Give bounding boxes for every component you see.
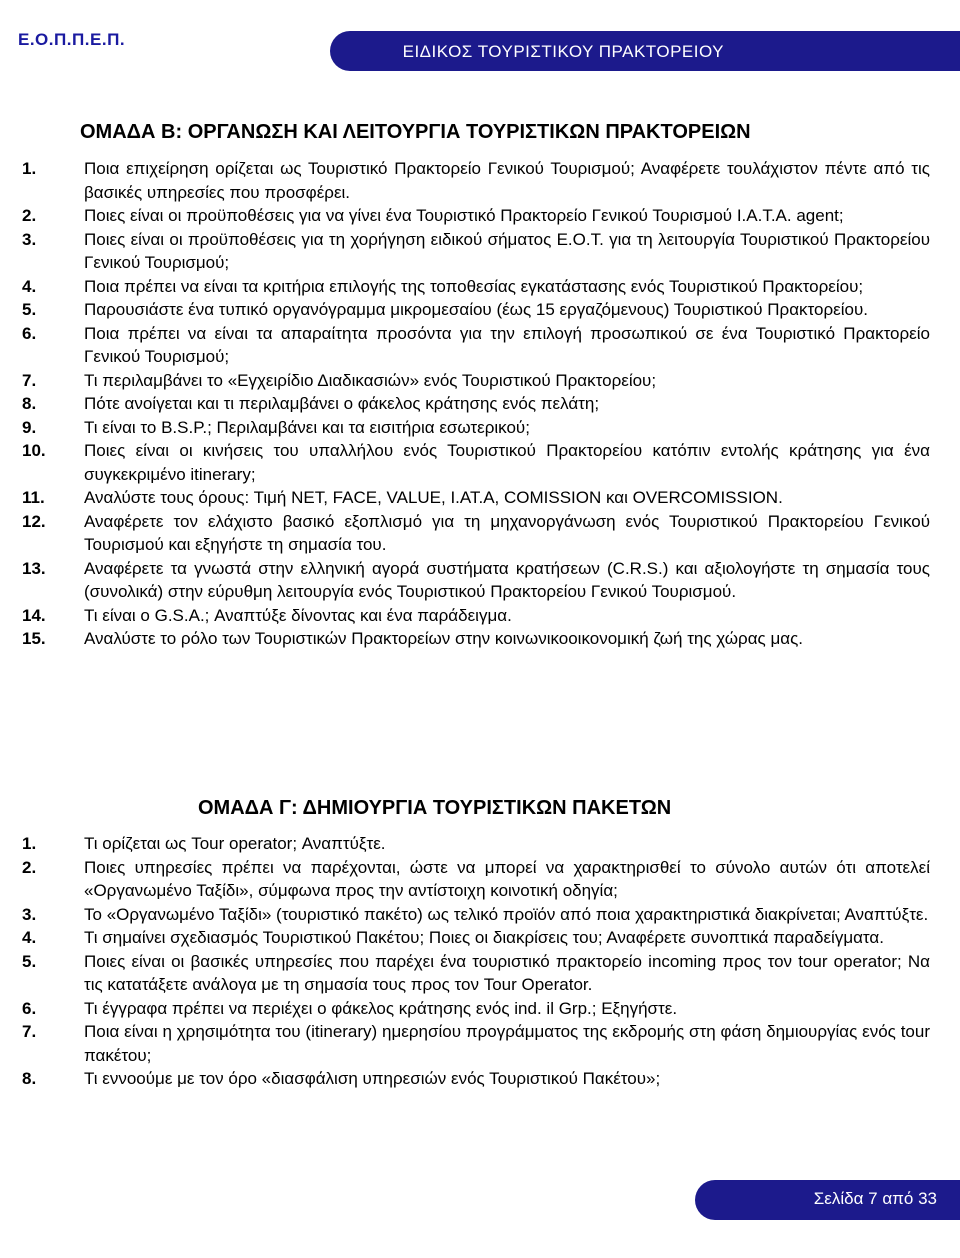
- document-title: ΕΙΔΙΚΟΣ ΤΟΥΡΙΣΤΙΚΟΥ ΠΡΑΚΤΟΡΕΙΟΥ: [402, 42, 724, 61]
- question-item: [0, 604, 960, 628]
- question-text: Τι περιλαμβάνει το «Εγχειρίδιο Διαδικασιών» ενός Τουριστικού Πρακτορείου;: [84, 370, 657, 390]
- question-text: Ποιες είναι οι κινήσεις του υπαλλήλου ενός Τουριστικού Πρακτορείου κατόπιν εντολής κράτησης για ένα συγκεκριμένο itinerary;: [84, 441, 930, 484]
- question-text: Ποια πρέπει να είναι τα κριτήρια επιλογής της τοποθεσίας εγκατάστασης ενός Τουριστικού Πρακτορείου;: [84, 276, 864, 296]
- section-c-questions: [0, 832, 960, 1091]
- question-text: Τι είναι ο G.S.A.; Αναπτύξε δίνοντας και ένα παράδειγμα.: [84, 605, 512, 625]
- question-text: Αναφέρετε τον ελάχιστο βασικό εξοπλισμό για τη μηχανοργάνωση ενός Τουριστικού Πρακτορείου Γενικού Τουρισμού και εξηγήστε τη σημασία του.: [84, 511, 930, 554]
- question-text: Ποια επιχείρηση ορίζεται ως Τουριστικό Πρακτορείο Γενικού Τουρισμού; Αναφέρετε τουλάχιστον πέντε από τις βασικές υπηρεσίες που προσφέρει.: [84, 159, 930, 202]
- question-text: Αναλύστε το ρόλο των Τουριστικών Πρακτορείων στην κοινωνικοοικονομική ζωή της χώρας μας.: [84, 629, 803, 648]
- question-number: 5.: [22, 300, 37, 319]
- question-item: [0, 486, 960, 510]
- question-number: 4.: [22, 928, 37, 947]
- question-text: Αναφέρετε τα γνωστά στην ελληνική αγορά συστήματα κρατήσεων (C.R.S.) και αξιολογήστε τη σημασία τους (συνολικά) στην εύρυθμη λειτουργία ενός Τουριστικού Πρακτορείου Γενικού Τουρισμού.: [84, 558, 930, 601]
- question-text: Ποιες είναι οι προϋποθέσεις για τη χορήγηση ειδικού σήματος Ε.Ο.Τ. για τη λειτουργία Τουριστικού Πρακτορείου Γενικού Τουρισμού;: [84, 229, 930, 272]
- question-item: [0, 832, 960, 856]
- question-text: Πότε ανοίγεται και τι περιλαμβάνει ο φάκελος κράτησης ενός πελάτη;: [84, 394, 600, 413]
- question-number: 1.: [22, 834, 37, 853]
- question-item: [0, 439, 960, 486]
- question-item: [0, 369, 960, 393]
- page-number: Σελίδα 7 από 33: [813, 1189, 937, 1208]
- question-item: [0, 557, 960, 604]
- question-text: Τι σημαίνει σχεδιασμός Τουριστικού Πακέτου; Ποιες οι διακρίσεις του; Αναφέρετε συνοπτικά παραδείγματα.: [84, 928, 884, 947]
- organization-label: Ε.Ο.Π.Π.Ε.Π.: [18, 30, 126, 49]
- question-number: 10.: [22, 441, 46, 460]
- question-text: Το «Οργανωμένο Ταξίδι» (τουριστικό πακέτο) ως τελικό προϊόν από ποια χαρακτηριστικά διακρίνεται; Αναπτύξτε.: [84, 904, 929, 924]
- question-number: 8.: [22, 1069, 37, 1088]
- question-number: 2.: [22, 206, 37, 225]
- question-item: [0, 204, 960, 228]
- question-number: 8.: [22, 394, 37, 413]
- question-item: [0, 228, 960, 275]
- question-text: Παρουσιάστε ένα τυπικό οργανόγραμμα μικρομεσαίου (έως 15 εργαζόμενους) Τουριστικού Πρακτορείου.: [84, 300, 868, 319]
- question-item: [0, 275, 960, 299]
- question-item: [0, 903, 960, 927]
- question-text: Ποιες είναι οι βασικές υπηρεσίες που παρέχει ένα τουριστικό πρακτορείο incoming προς τον tour operator; Να τις κατατάξετε ανάλογα με τη σημασία τους προς τον Tour Operator.: [84, 951, 930, 994]
- section-c-title: ΟΜΑΔΑ Γ: ΔΗΜΙΟΥΡΓΙΑ ΤΟΥΡΙΣΤΙΚΩΝ ΠΑΚΕΤΩΝ: [198, 797, 672, 819]
- question-number: 4.: [22, 276, 37, 296]
- question-item: [0, 856, 960, 903]
- question-number: 3.: [22, 904, 37, 924]
- question-item: [0, 322, 960, 369]
- question-item: [0, 392, 960, 416]
- question-number: 2.: [22, 857, 37, 877]
- question-text: Ποιες είναι οι προϋποθέσεις για να γίνει ένα Τουριστικό Πρακτορείο Γενικού Τουρισμού I.A.T.A. agent;: [84, 206, 844, 225]
- question-item: [0, 157, 960, 204]
- question-number: 12.: [22, 511, 46, 531]
- question-item: [0, 997, 960, 1021]
- question-number: 1.: [22, 159, 37, 178]
- question-number: 7.: [22, 370, 37, 390]
- question-text: Ποιες υπηρεσίες πρέπει να παρέχονται, ώστε να μπορεί να χαρακτηρισθεί το σύνολο αυτών ότι αποτελεί «Οργανωμένο Ταξίδι», σύμφωνα προς την αντίστοιχη κοινοτική οδηγία;: [84, 857, 930, 900]
- question-item: [0, 926, 960, 950]
- question-item: [0, 298, 960, 322]
- question-number: 5.: [22, 951, 37, 971]
- question-text: Τι ορίζεται ως Tour operator; Αναπτύξτε.: [84, 834, 386, 853]
- page-header: [0, 0, 960, 72]
- question-number: 6.: [22, 323, 37, 343]
- question-item: [0, 627, 960, 651]
- question-number: 11.: [22, 488, 45, 507]
- question-text: Ποια πρέπει να είναι τα απαραίτητα προσόντα για την επιλογή προσωπικού σε ένα Τουριστικό Πρακτορείο Γενικού Τουρισμού;: [84, 323, 930, 366]
- question-text: Ποια είναι η χρησιμότητα του (itinerary) ημερησίου προγράμματος της εκδρομής στη φάση δημιουργίας ενός tour πακέτου;: [84, 1022, 930, 1065]
- section-b-questions: [0, 157, 960, 651]
- question-number: 13.: [22, 558, 46, 578]
- question-text: Τι έγγραφα πρέπει να περιέχει ο φάκελος κράτησης ενός ind. il Grp.; Εξηγήστε.: [84, 998, 678, 1018]
- question-number: 6.: [22, 998, 37, 1018]
- question-number: 14.: [22, 605, 46, 625]
- question-item: [0, 1020, 960, 1067]
- question-item: [0, 510, 960, 557]
- question-number: 9.: [22, 417, 37, 437]
- question-number: 15.: [22, 629, 46, 648]
- question-item: [0, 1067, 960, 1091]
- question-item: [0, 416, 960, 440]
- question-text: Τι είναι το B.S.P.; Περιλαμβάνει και τα εισιτήρια εσωτερικού;: [84, 417, 530, 437]
- section-b-title: ΟΜΑΔΑ Β: ΟΡΓΑΝΩΣΗ ΚΑΙ ΛΕΙΤΟΥΡΓΙΑ ΤΟΥΡΙΣΤΙΚΩΝ ΠΡΑΚΤΟΡΕΙΩΝ: [80, 121, 751, 143]
- question-number: 7.: [22, 1022, 37, 1041]
- question-number: 3.: [22, 229, 37, 249]
- question-text: Αναλύστε τους όρους: Τιμή NET, FACE, VALUE, I.AT.A, COMISSION και OVERCOMISSION.: [84, 488, 783, 507]
- question-text: Τι εννοούμε με τον όρο «διασφάλιση υπηρεσιών ενός Τουριστικού Πακέτου»;: [84, 1069, 661, 1088]
- question-item: [0, 950, 960, 997]
